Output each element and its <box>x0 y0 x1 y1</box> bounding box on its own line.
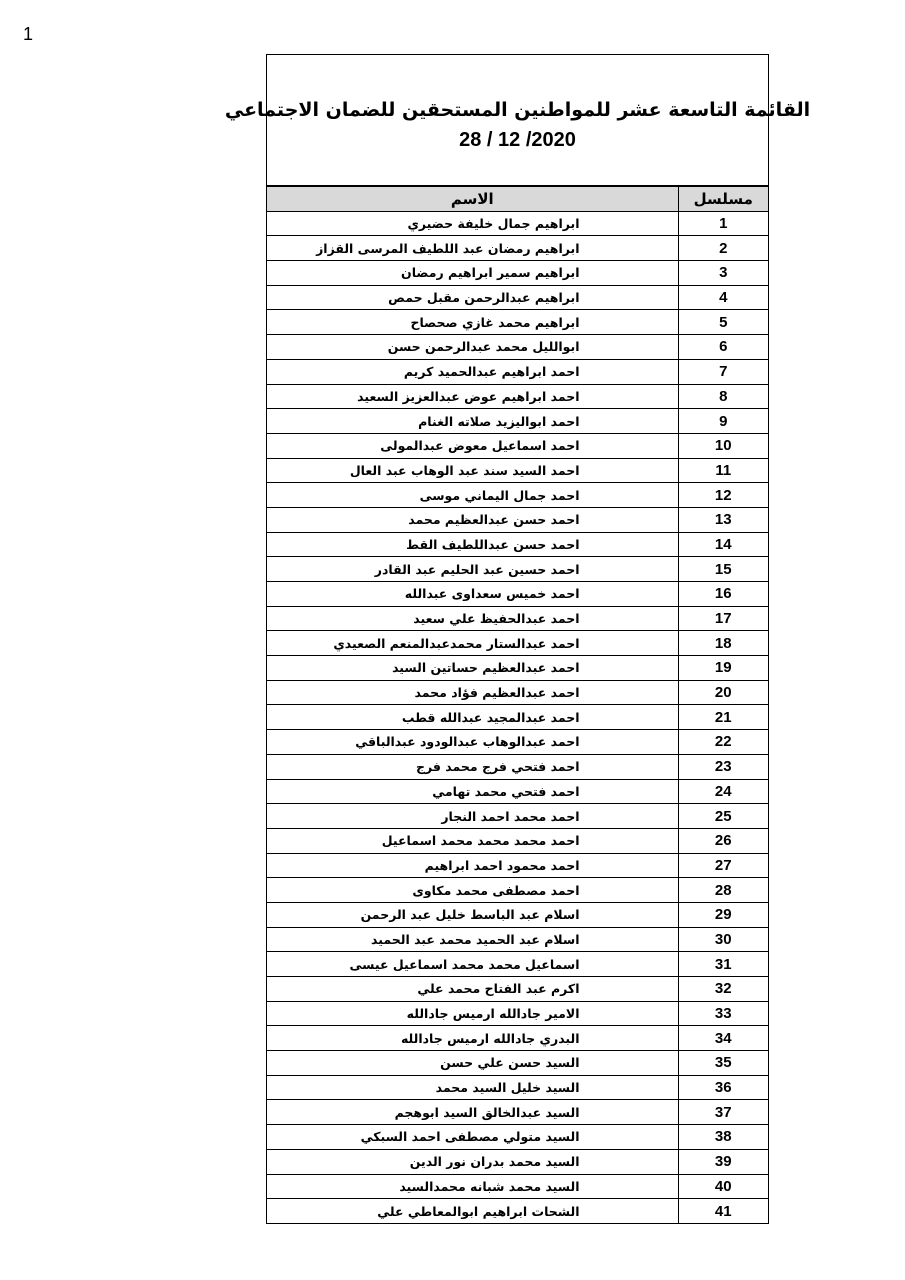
name-cell: احمد خميس سعداوى عبدالله <box>267 582 678 607</box>
name-cell: احمد محمود احمد ابراهيم <box>267 853 678 878</box>
name-cell: احمد ابراهيم عبدالحميد كريم <box>267 359 678 384</box>
serial-cell: 7 <box>678 359 768 384</box>
serial-cell: 33 <box>678 1001 768 1026</box>
serial-cell: 16 <box>678 582 768 607</box>
name-cell: السيد محمد شبانه محمدالسيد <box>267 1174 678 1199</box>
serial-cell: 11 <box>678 458 768 483</box>
table-header-row <box>267 187 768 212</box>
name-cell: احمد فتحي محمد تهامي <box>267 779 678 804</box>
serial-cell: 14 <box>678 532 768 557</box>
serial-cell: 6 <box>678 335 768 360</box>
name-cell: احمد محمد احمد النجار <box>267 804 678 829</box>
name-cell: ابراهيم رمضان عبد اللطيف المرسى القزاز <box>267 236 678 261</box>
table-row <box>267 656 768 681</box>
name-cell: احمد عبدالعظيم حساتين السيد <box>267 656 678 681</box>
table-row <box>267 754 768 779</box>
serial-cell: 39 <box>678 1149 768 1174</box>
table-row <box>267 1075 768 1100</box>
name-cell: البدري جادالله ارميس جادالله <box>267 1026 678 1051</box>
name-cell: ابراهيم محمد غازي صحصاح <box>267 310 678 335</box>
table-row <box>267 977 768 1002</box>
table-row <box>267 285 768 310</box>
serial-cell: 26 <box>678 828 768 853</box>
table-row <box>267 606 768 631</box>
name-cell: احمد مصطفى محمد مكاوى <box>267 878 678 903</box>
name-cell: اسلام عبد الباسط خليل عبد الرحمن <box>267 902 678 927</box>
table-row <box>267 507 768 532</box>
serial-cell: 36 <box>678 1075 768 1100</box>
name-cell: ابوالليل محمد عبدالرحمن حسن <box>267 335 678 360</box>
serial-cell: 4 <box>678 285 768 310</box>
name-cell: احمد عبدالوهاب عبدالودود عبدالباقي <box>267 730 678 755</box>
name-cell: الشحات ابراهيم ابوالمعاطي علي <box>267 1199 678 1224</box>
serial-cell: 25 <box>678 804 768 829</box>
table-row <box>267 853 768 878</box>
name-cell: ابراهيم جمال خليفة حضيري <box>267 211 678 236</box>
table-row <box>267 582 768 607</box>
serial-cell: 27 <box>678 853 768 878</box>
table-row <box>267 211 768 236</box>
table-row <box>267 705 768 730</box>
name-cell: احمد عبدالمجيد عبدالله قطب <box>267 705 678 730</box>
serial-cell: 41 <box>678 1199 768 1224</box>
serial-cell: 29 <box>678 902 768 927</box>
name-cell: احمد عبدالستار محمدعبدالمنعم الصعيدي <box>267 631 678 656</box>
name-cell: احمد فتحي فرج محمد فرج <box>267 754 678 779</box>
serial-cell: 8 <box>678 384 768 409</box>
serial-cell: 20 <box>678 680 768 705</box>
table-row <box>267 1199 768 1224</box>
serial-cell: 38 <box>678 1125 768 1150</box>
table-row <box>267 680 768 705</box>
document-date: 28 / 12 /2020 <box>459 129 576 151</box>
name-cell: احمد اسماعيل معوض عبدالمولى <box>267 433 678 458</box>
serial-cell: 9 <box>678 409 768 434</box>
table-row <box>267 433 768 458</box>
table-row <box>267 310 768 335</box>
page-number: 1 <box>23 24 34 44</box>
name-cell: الامير جادالله ارميس جادالله <box>267 1001 678 1026</box>
name-cell: احمد عبدالحفيظ علي سعيد <box>267 606 678 631</box>
serial-cell: 12 <box>678 483 768 508</box>
serial-cell: 3 <box>678 261 768 286</box>
name-cell: السيد متولي مصطفى احمد السبكي <box>267 1125 678 1150</box>
serial-column-header: مسلسل <box>678 187 768 212</box>
serial-cell: 40 <box>678 1174 768 1199</box>
name-cell: السيد محمد بدران نور الدين <box>267 1149 678 1174</box>
table-row <box>267 384 768 409</box>
table-row <box>267 631 768 656</box>
serial-cell: 34 <box>678 1026 768 1051</box>
table-row <box>267 804 768 829</box>
name-cell: ابراهيم سمير ابراهيم رمضان <box>267 261 678 286</box>
table-row <box>267 952 768 977</box>
table-row <box>267 730 768 755</box>
table-row <box>267 1001 768 1026</box>
table-row <box>267 335 768 360</box>
serial-cell: 22 <box>678 730 768 755</box>
table-row <box>267 1149 768 1174</box>
serial-cell: 10 <box>678 433 768 458</box>
table-row <box>267 927 768 952</box>
name-cell: السيد خليل السيد محمد <box>267 1075 678 1100</box>
table-row <box>267 532 768 557</box>
table-row <box>267 902 768 927</box>
name-cell: اكرم عبد الفتاح محمد علي <box>267 977 678 1002</box>
table-row <box>267 359 768 384</box>
table-row <box>267 1125 768 1150</box>
table-row <box>267 779 768 804</box>
table-row <box>267 236 768 261</box>
name-cell: احمد حسين عبد الحليم عبد القادر <box>267 557 678 582</box>
name-column-header: الاسم <box>267 187 678 212</box>
name-cell: السيد حسن علي حسن <box>267 1051 678 1076</box>
name-cell: احمد عبدالعظيم فؤاد محمد <box>267 680 678 705</box>
beneficiaries-sheet <box>224 54 811 1224</box>
serial-cell: 37 <box>678 1100 768 1125</box>
serial-cell: 18 <box>678 631 768 656</box>
serial-cell: 24 <box>678 779 768 804</box>
table-row <box>267 1174 768 1199</box>
name-cell: احمد محمد محمد محمد اسماعيل <box>267 828 678 853</box>
serial-cell: 17 <box>678 606 768 631</box>
table-row <box>267 1051 768 1076</box>
serial-cell: 1 <box>678 211 768 236</box>
serial-cell: 21 <box>678 705 768 730</box>
name-cell: احمد حسن عبداللطيف القط <box>267 532 678 557</box>
serial-cell: 2 <box>678 236 768 261</box>
table-row <box>267 409 768 434</box>
serial-cell: 28 <box>678 878 768 903</box>
serial-cell: 23 <box>678 754 768 779</box>
beneficiaries-table <box>267 186 768 1224</box>
name-cell: احمد السيد سند عبد الوهاب عبد العال <box>267 458 678 483</box>
name-cell: اسماعيل محمد محمد اسماعيل عيسى <box>267 952 678 977</box>
serial-cell: 31 <box>678 952 768 977</box>
table-row <box>267 828 768 853</box>
title-box <box>224 55 811 186</box>
table-row <box>267 458 768 483</box>
name-cell: السيد عبدالخالق السيد ابوهجم <box>267 1100 678 1125</box>
name-cell: ابراهيم عبدالرحمن مقبل حمص <box>267 285 678 310</box>
serial-cell: 15 <box>678 557 768 582</box>
table-row <box>267 483 768 508</box>
serial-cell: 19 <box>678 656 768 681</box>
serial-cell: 13 <box>678 507 768 532</box>
serial-cell: 32 <box>678 977 768 1002</box>
table-row <box>267 878 768 903</box>
name-cell: احمد حسن عبدالعظيم محمد <box>267 507 678 532</box>
name-cell: احمد ابراهيم عوض عبدالعزيز السعيد <box>267 384 678 409</box>
serial-cell: 30 <box>678 927 768 952</box>
table-row <box>267 1026 768 1051</box>
name-cell: احمد ابواليزيد صلاته الغنام <box>267 409 678 434</box>
table-row <box>267 1100 768 1125</box>
name-cell: احمد جمال اليماني موسى <box>267 483 678 508</box>
serial-cell: 35 <box>678 1051 768 1076</box>
table-row <box>267 557 768 582</box>
document-title: القائمة التاسعة عشر للمواطنين المستحقين للضمان الاجتماعي <box>224 99 811 121</box>
table-row <box>267 261 768 286</box>
name-cell: اسلام عبد الحميد محمد عبد الحميد <box>267 927 678 952</box>
table-body <box>267 211 768 1223</box>
serial-cell: 5 <box>678 310 768 335</box>
